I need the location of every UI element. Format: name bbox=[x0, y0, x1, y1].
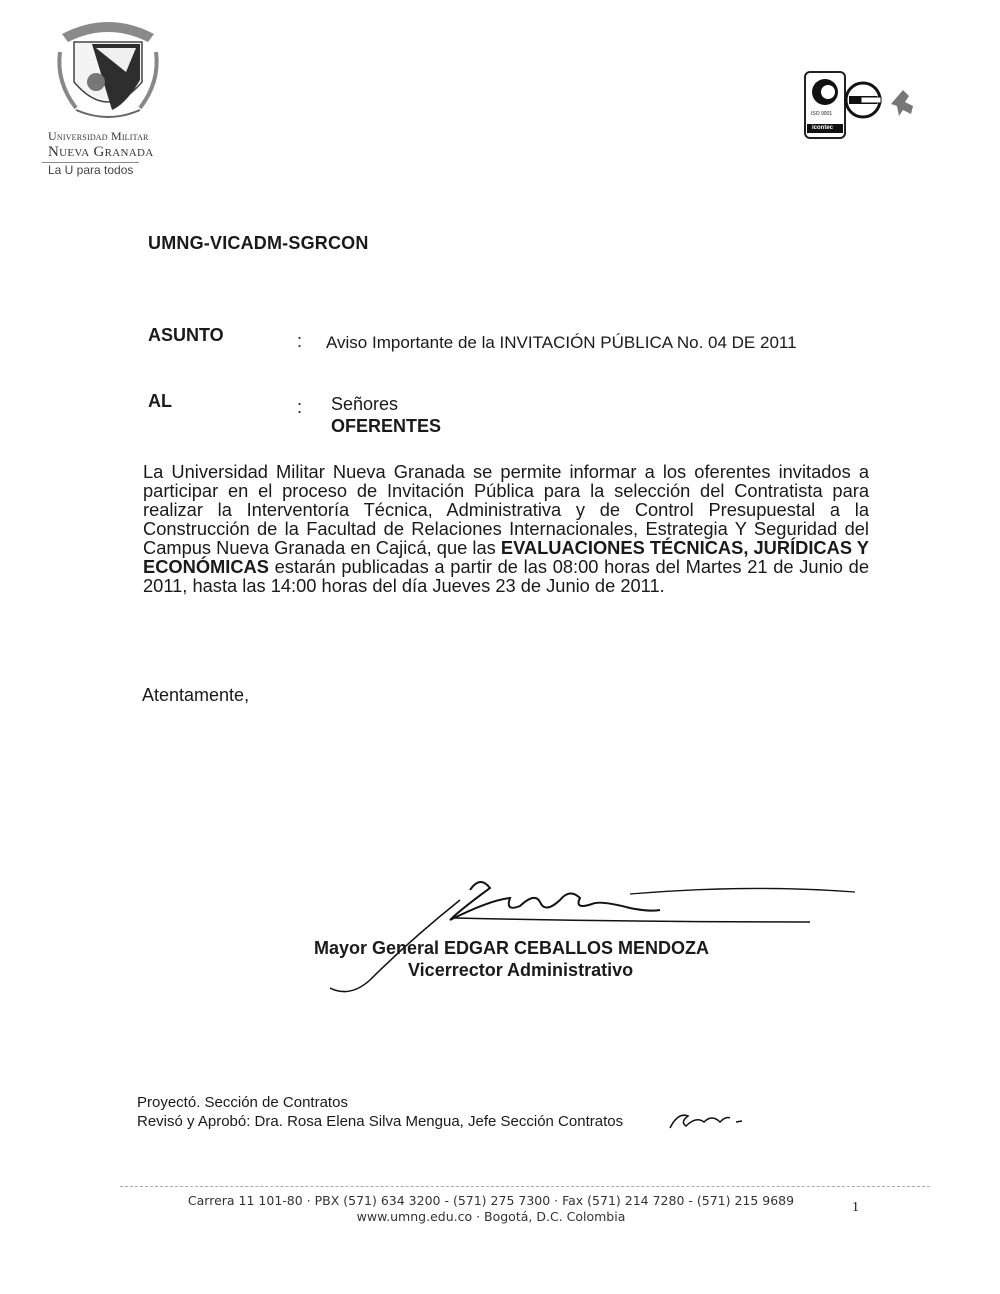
university-motto: La U para todos bbox=[42, 162, 139, 177]
recipient-salutation: Señores bbox=[331, 394, 399, 414]
footer-website: www.umng.edu.co · Bogotá, D.C. Colombia bbox=[356, 1209, 626, 1224]
letter-body bbox=[143, 462, 869, 595]
iso-certification-icon bbox=[803, 70, 953, 150]
recipient-label: AL bbox=[148, 391, 172, 411]
iso-label: ISO 9001 bbox=[811, 111, 833, 117]
signer-name: Mayor General EDGAR CEBALLOS MENDOZA bbox=[314, 938, 710, 958]
university-logo bbox=[40, 10, 180, 180]
icontec-label: icontec bbox=[812, 125, 834, 131]
handwritten-initials-icon bbox=[668, 1108, 748, 1132]
recipient-name: OFERENTES bbox=[331, 416, 442, 436]
university-name-line2: Nueva Granada bbox=[48, 144, 154, 160]
subject-colon: : bbox=[297, 331, 303, 351]
signer-title: Vicerrector Administrativo bbox=[408, 960, 634, 980]
body-text-start: La Universidad Militar Nueva Granada se permite informar a los oferentes invitados a participar en el proceso de Invitación Pública para la selección del Contratista para realizar la Interventoría Técnica, Administrativa y de Control Presupuestal a la Construcción de la Facultad de Relaciones Internacionales, Estrategia Y Seguridad del Campus Nueva Granada en Cajicá, que las bbox=[143, 461, 869, 558]
body-text-end: estarán publicadas a partir de las 08:00 horas del Martes 21 de Junio de 2011, hasta las 14:00 horas del día Jueves 23 de Junio de 2011. bbox=[143, 556, 869, 596]
university-name-line1: Universidad Militar bbox=[48, 129, 149, 143]
projected-by: Proyectó. Sección de Contratos bbox=[137, 1094, 348, 1111]
page-number: 1 bbox=[852, 1200, 859, 1215]
certification-seals bbox=[803, 70, 953, 150]
subject-value: Aviso Importante de la INVITACIÓN PÚBLICA No. 04 DE 2011 bbox=[326, 333, 797, 352]
recipient-colon: : bbox=[297, 397, 303, 417]
university-crest-icon bbox=[52, 12, 164, 130]
footer-divider bbox=[120, 1186, 930, 1187]
reviewed-by: Revisó y Aprobó: Dra. Rosa Elena Silva Mengua, Jefe Sección Contratos bbox=[137, 1113, 624, 1130]
subject-label: ASUNTO bbox=[148, 325, 224, 345]
body-text-highlight: EVALUACIONES TÉCNICAS, JURÍDICAS Y ECONÓMICAS bbox=[143, 537, 869, 577]
footer-address: Carrera 11 101-80 · PBX (571) 634 3200 - (571) 275 7300 · Fax (571) 214 7280 - (571) 215 9689 bbox=[187, 1193, 795, 1208]
letter-closing: Atentamente, bbox=[142, 685, 250, 705]
document-reference: UMNG-VICADM-SGRCON bbox=[148, 233, 369, 253]
